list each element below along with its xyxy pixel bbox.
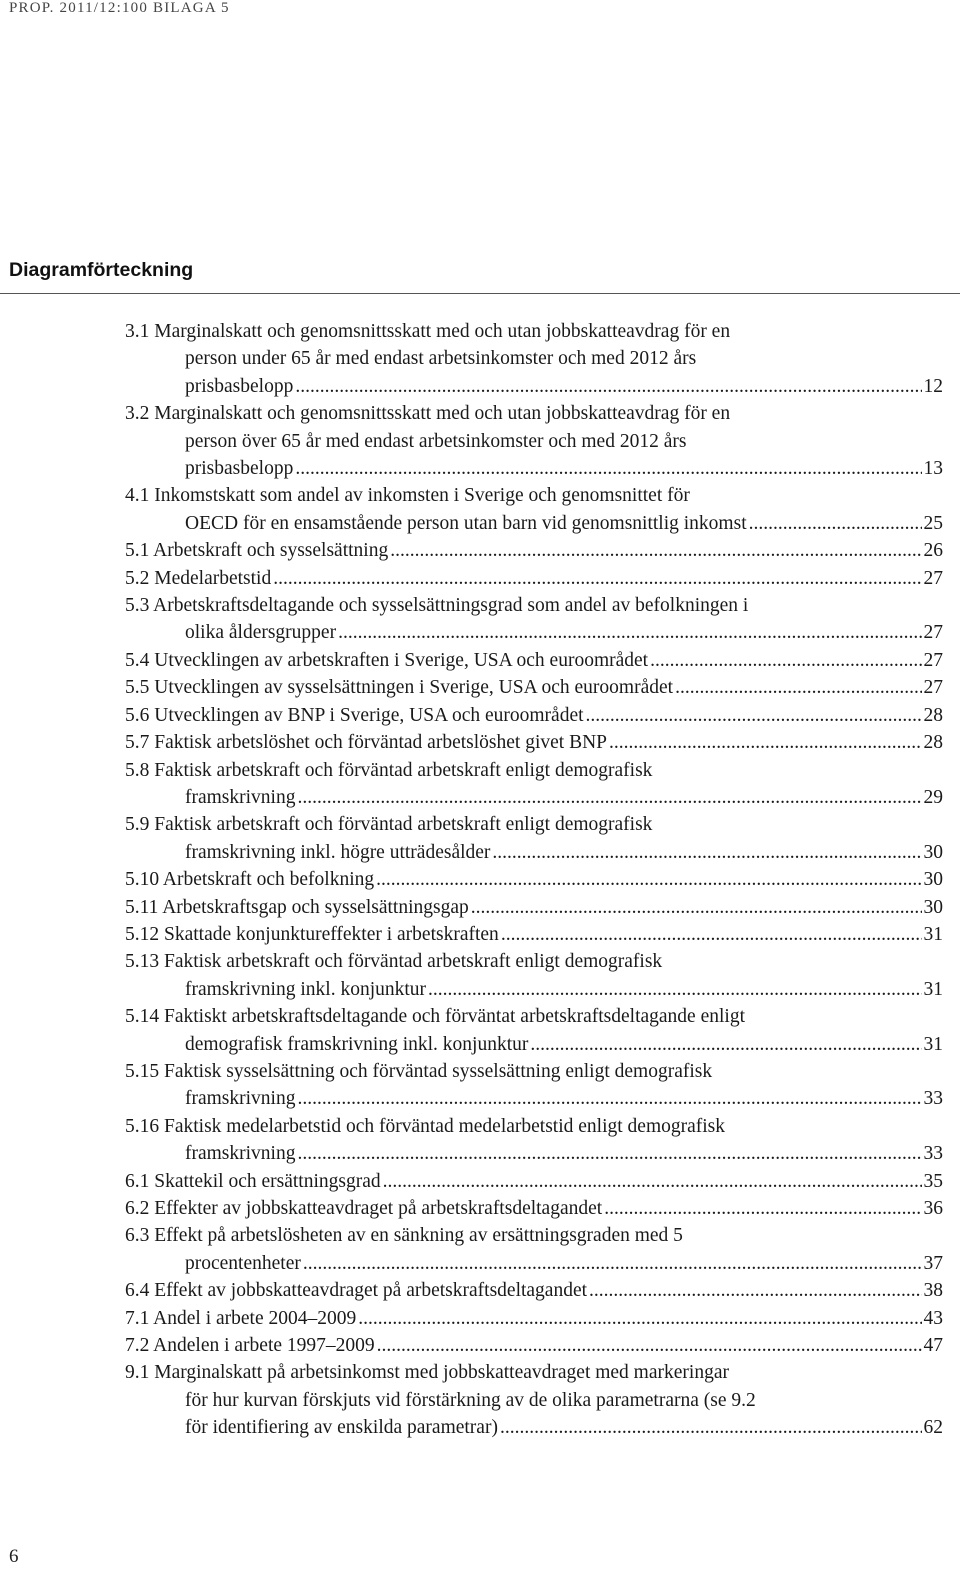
toc-entry-line: 5.15 Faktisk sysselsättning och förväntad sysselsättning enligt demografisk bbox=[125, 1060, 713, 1082]
toc-entry-page: 28 bbox=[923, 732, 943, 754]
dot-leader bbox=[471, 894, 922, 921]
toc-entry-line bbox=[125, 565, 943, 592]
dot-leader bbox=[303, 1250, 922, 1277]
toc-entry-page: 29 bbox=[923, 786, 943, 808]
toc-entry-line: 3.1 Marginalskatt och genomsnittsskatt med och utan jobbskatteavdrag för en bbox=[125, 321, 731, 342]
dot-leader bbox=[295, 373, 921, 400]
toc-entry-page: 31 bbox=[923, 1033, 943, 1055]
toc-entry-line: 5.14 Faktiskt arbetskraftsdeltagande och förväntat arbetskraftsdeltagande enligt bbox=[125, 1006, 745, 1028]
toc-entry-line bbox=[125, 1195, 943, 1222]
toc-entry-line bbox=[125, 921, 943, 948]
toc-entry-page: 30 bbox=[923, 896, 943, 918]
toc-entry-text: procentenheter bbox=[185, 1252, 301, 1274]
toc-entry[interactable] bbox=[125, 1277, 943, 1304]
toc-entry-text: framskrivning bbox=[185, 1143, 296, 1165]
toc-entry-text: olika åldersgrupper bbox=[185, 622, 337, 644]
toc-entry-line: 4.1 Inkomstskatt som andel av inkomsten i Sverige och genomsnittet för bbox=[125, 485, 690, 507]
toc-entry-line: 5.9 Faktisk arbetskraft och förväntad arbetskraft enligt demografisk bbox=[125, 814, 653, 836]
toc-entry-page: 36 bbox=[923, 1198, 943, 1219]
toc-entry-page: 27 bbox=[923, 677, 943, 699]
toc-entry[interactable] bbox=[125, 757, 943, 812]
toc-entry-text: 5.10 Arbetskraft och befolkning bbox=[125, 869, 375, 891]
toc-entry-page: 31 bbox=[923, 923, 943, 945]
toc-entry-line bbox=[125, 647, 943, 674]
toc-entry-line bbox=[125, 455, 943, 482]
toc-entry-page: 38 bbox=[923, 1280, 943, 1302]
toc-entry-line: person över 65 år med endast arbetsinkomster och med 2012 års bbox=[185, 430, 687, 452]
dot-leader bbox=[428, 976, 921, 1003]
toc-entry-page: 47 bbox=[923, 1335, 943, 1357]
page-title: Diagramförteckning bbox=[9, 259, 194, 281]
dot-leader bbox=[358, 1305, 921, 1332]
toc-entry-page: 33 bbox=[923, 1088, 943, 1110]
toc-entry-text: 5.5 Utvecklingen av sysselsättningen i Sverige, USA och euroområdet bbox=[125, 677, 674, 699]
dot-leader bbox=[338, 619, 921, 646]
toc-entry-line bbox=[125, 866, 943, 893]
dot-leader bbox=[586, 702, 922, 729]
dot-leader bbox=[500, 1414, 922, 1441]
dot-leader bbox=[273, 565, 921, 592]
toc-entry-line: för hur kurvan förskjuts vid förstärkning av de olika parametrarna (se 9.2 bbox=[185, 1389, 756, 1411]
toc-entry[interactable] bbox=[125, 565, 943, 592]
toc-entry-page: 30 bbox=[923, 841, 943, 863]
toc-entry-text: för identifiering av enskilda parametrar) bbox=[185, 1417, 498, 1439]
toc-entry[interactable] bbox=[125, 674, 943, 701]
dot-leader bbox=[390, 537, 921, 564]
toc-entry-line: 6.3 Effekt på arbetslösheten av en sänkning av ersättningsgraden med 5 bbox=[125, 1225, 683, 1247]
toc-entry-line bbox=[125, 1332, 943, 1359]
toc-entry[interactable] bbox=[125, 647, 943, 674]
toc-entry-line: 5.13 Faktisk arbetskraft och förväntad arbetskraft enligt demografisk bbox=[125, 951, 663, 973]
dot-leader bbox=[749, 510, 922, 537]
toc-entry-line bbox=[125, 1250, 943, 1277]
toc-entry-text: 6.1 Skattekil och ersättningsgrad bbox=[125, 1170, 381, 1192]
toc-entry-line bbox=[125, 1168, 943, 1195]
toc-entry-page: 27 bbox=[923, 622, 943, 644]
toc-entry-page: 25 bbox=[923, 512, 943, 534]
dot-leader bbox=[604, 1195, 921, 1222]
dot-leader bbox=[530, 1031, 921, 1058]
toc-list bbox=[125, 318, 943, 1442]
toc-entry-text: 7.2 Andelen i arbete 1997–2009 bbox=[125, 1335, 375, 1357]
toc-entry-line: 3.2 Marginalskatt och genomsnittsskatt med och utan jobbskatteavdrag för en bbox=[125, 403, 731, 425]
toc-entry[interactable] bbox=[125, 318, 943, 400]
dot-leader bbox=[383, 1168, 922, 1195]
toc-entry[interactable] bbox=[125, 948, 943, 1003]
toc-entry[interactable] bbox=[125, 1305, 943, 1332]
dot-leader bbox=[492, 839, 921, 866]
toc-entry-text: OECD för en ensamstående person utan barn vid genomsnittlig inkomst bbox=[185, 512, 747, 534]
toc-entry-text: framskrivning bbox=[185, 786, 296, 808]
toc-entry-line bbox=[125, 1085, 943, 1112]
page-number: 6 bbox=[9, 1546, 19, 1567]
dot-leader bbox=[295, 455, 921, 482]
toc-entry-line bbox=[125, 894, 943, 921]
toc-entry-line: 5.16 Faktisk medelarbetstid och förväntad medelarbetstid enligt demografisk bbox=[125, 1115, 726, 1137]
toc-entry[interactable] bbox=[125, 894, 943, 921]
toc-entry-line: 5.8 Faktisk arbetskraft och förväntad arbetskraft enligt demografisk bbox=[125, 759, 653, 781]
dot-leader bbox=[377, 1332, 922, 1359]
dot-leader bbox=[297, 1140, 921, 1167]
toc-entry-text: 5.1 Arbetskraft och sysselsättning bbox=[125, 540, 389, 562]
toc-entry[interactable] bbox=[125, 400, 943, 482]
toc-entry-page: 30 bbox=[923, 869, 943, 891]
toc-entry-page: 26 bbox=[923, 540, 943, 562]
dot-leader bbox=[589, 1277, 921, 1304]
toc-entry[interactable] bbox=[125, 1222, 943, 1277]
toc-entry-line bbox=[125, 619, 943, 646]
toc-entry-text: framskrivning bbox=[185, 1088, 296, 1110]
toc-entry[interactable] bbox=[125, 729, 943, 756]
toc-entry[interactable] bbox=[125, 592, 943, 647]
toc-entry-text: framskrivning inkl. konjunktur bbox=[185, 978, 427, 1000]
toc-entry-page: 62 bbox=[923, 1417, 943, 1439]
toc-entry[interactable] bbox=[125, 1058, 943, 1113]
toc-entry[interactable] bbox=[125, 1168, 943, 1195]
toc-entry-page: 37 bbox=[923, 1252, 943, 1274]
toc-entry-text: 6.4 Effekt av jobbskatteavdraget på arbetskraftsdeltagandet bbox=[125, 1280, 588, 1302]
toc-entry-line bbox=[125, 1277, 943, 1304]
toc-entry-line bbox=[125, 839, 943, 866]
toc-entry-page: 13 bbox=[923, 458, 943, 480]
toc-entry-page: 27 bbox=[923, 567, 943, 589]
toc-entry-text: 5.12 Skattade konjunktureffekter i arbetskraften bbox=[125, 923, 499, 945]
toc-entry-line bbox=[125, 1305, 943, 1332]
toc-entry-line: 5.3 Arbetskraftsdeltagande och sysselsättningsgrad som andel av befolkningen i bbox=[125, 595, 749, 617]
toc-entry-text: prisbasbelopp bbox=[185, 375, 294, 397]
toc-entry[interactable] bbox=[125, 866, 943, 893]
toc-entry[interactable] bbox=[125, 702, 943, 729]
dot-leader bbox=[609, 729, 922, 756]
toc-entry-page: 35 bbox=[923, 1170, 943, 1192]
running-header: PROP. 2011/12:100 BILAGA 5 bbox=[9, 0, 230, 16]
toc-entry-line: person under 65 år med endast arbetsinkomster och med 2012 års bbox=[185, 348, 697, 370]
toc-entry-line bbox=[125, 976, 943, 1003]
toc-entry-line: 9.1 Marginalskatt på arbetsinkomst med jobbskatteavdraget med markeringar bbox=[125, 1362, 729, 1384]
toc-entry[interactable] bbox=[125, 1195, 943, 1222]
toc-entry[interactable] bbox=[125, 482, 943, 537]
heading-divider bbox=[0, 293, 960, 294]
toc-entry-page: 33 bbox=[923, 1143, 943, 1165]
toc-entry-line bbox=[125, 1031, 943, 1058]
toc-entry-line bbox=[125, 510, 943, 537]
toc-entry-text: 5.11 Arbetskraftsgap och sysselsättningsgap bbox=[125, 896, 469, 918]
toc-entry-line bbox=[125, 537, 943, 564]
toc-entry[interactable] bbox=[125, 1113, 943, 1168]
toc-entry-page: 27 bbox=[923, 649, 943, 671]
dot-leader bbox=[675, 674, 921, 701]
toc-entry[interactable] bbox=[125, 1003, 943, 1058]
dot-leader bbox=[650, 647, 921, 674]
toc-entry-line bbox=[125, 729, 943, 756]
toc-entry-line bbox=[125, 1140, 943, 1167]
toc-entry-line bbox=[125, 784, 943, 811]
toc-entry-text: 6.2 Effekter av jobbskatteavdraget på arbetskraftsdeltagandet bbox=[125, 1198, 603, 1219]
toc-entry[interactable] bbox=[125, 811, 943, 866]
toc-entry-line bbox=[125, 702, 943, 729]
toc-entry-line bbox=[125, 1414, 943, 1441]
toc-entry-page: 12 bbox=[923, 375, 943, 397]
toc-entry-text: 7.1 Andel i arbete 2004–2009 bbox=[125, 1307, 357, 1329]
toc-entry-text: prisbasbelopp bbox=[185, 458, 294, 480]
dot-leader bbox=[376, 866, 921, 893]
toc-entry-text: demografisk framskrivning inkl. konjunktur bbox=[185, 1033, 529, 1055]
dot-leader bbox=[501, 921, 922, 948]
toc-entry-text: 5.4 Utvecklingen av arbetskraften i Sverige, USA och euroområdet bbox=[125, 649, 649, 671]
toc-entry-line bbox=[125, 373, 943, 400]
toc-entry[interactable] bbox=[125, 1332, 943, 1359]
toc-entry[interactable] bbox=[125, 1359, 943, 1441]
toc-entry-page: 28 bbox=[923, 704, 943, 726]
toc-entry[interactable] bbox=[125, 921, 943, 948]
dot-leader bbox=[297, 1085, 921, 1112]
toc-entry-line bbox=[125, 674, 943, 701]
toc-entry-text: 5.7 Faktisk arbetslöshet och förväntad arbetslöshet givet BNP bbox=[125, 732, 607, 754]
toc-entry[interactable] bbox=[125, 537, 943, 564]
toc-entry-text: 5.2 Medelarbetstid bbox=[125, 567, 272, 589]
toc-entry-page: 43 bbox=[923, 1307, 943, 1329]
dot-leader bbox=[297, 784, 921, 811]
toc-entry-text: framskrivning inkl. högre utträdesålder bbox=[185, 841, 491, 863]
toc-entry-text: 5.6 Utvecklingen av BNP i Sverige, USA och euroområdet bbox=[125, 704, 584, 726]
toc-entry-page: 31 bbox=[923, 978, 943, 1000]
